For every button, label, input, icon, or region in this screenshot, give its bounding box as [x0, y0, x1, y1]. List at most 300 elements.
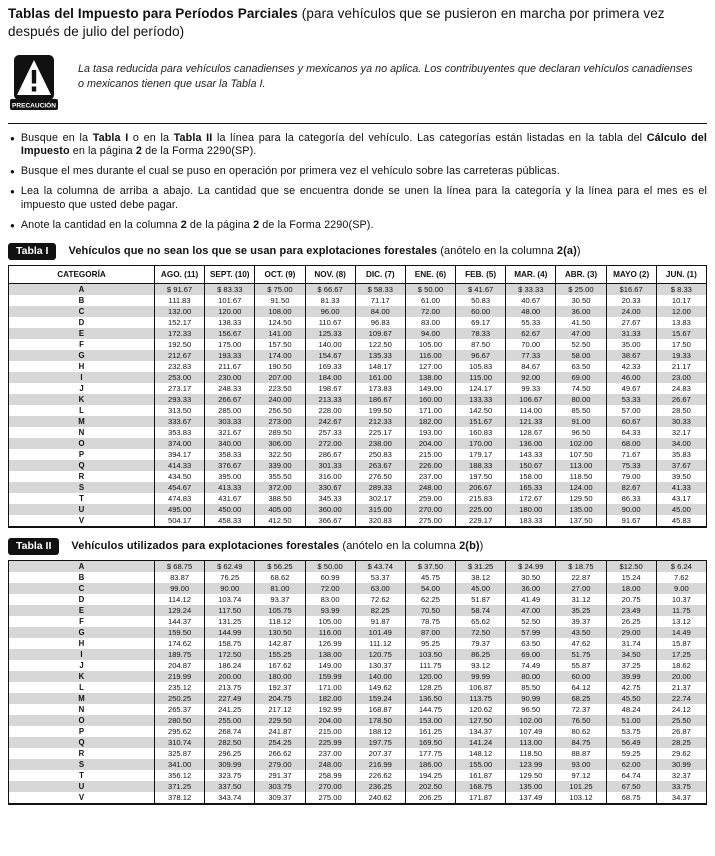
tax-value-cell: 171.87: [456, 792, 506, 804]
tax-value-cell: 53.37: [355, 572, 405, 583]
table2-paren-bold: 2(b): [459, 540, 480, 553]
table-row: [9, 649, 707, 660]
tax-value-cell: 129.50: [506, 770, 556, 781]
category-cell: P: [9, 726, 155, 737]
tax-value-cell: 228.00: [305, 405, 355, 416]
tax-value-cell: 215.83: [456, 493, 506, 504]
tax-value-cell: 137.49: [506, 792, 556, 804]
tax-value-cell: 345.33: [305, 493, 355, 504]
tax-value-cell: 67.50: [606, 781, 656, 792]
table1-paren-bold: 2(a): [556, 245, 577, 258]
tax-value-cell: 9.00: [656, 583, 706, 594]
tax-value-cell: 356.12: [155, 770, 205, 781]
tax-value-cell: 129.50: [556, 493, 606, 504]
tax-value-cell: 58.00: [556, 350, 606, 361]
tax-value-cell: 10.37: [656, 594, 706, 605]
tax-value-cell: 32.37: [656, 770, 706, 781]
tax-value-cell: 39.50: [656, 471, 706, 482]
tax-value-cell: 395.00: [205, 471, 255, 482]
tax-value-cell: 103.12: [556, 792, 606, 804]
bullet-text: Busque el mes durante el cual se puso en operación por primera vez el vehículo sobre las carreteras públicas.: [20, 165, 560, 178]
tax-value-cell: 83.00: [405, 317, 455, 328]
table-row: [9, 627, 707, 638]
tax-value-cell: 182.00: [305, 693, 355, 704]
tax-value-cell: 76.50: [556, 715, 606, 726]
tax-value-cell: 158.75: [205, 638, 255, 649]
tax-value-cell: 179.17: [456, 449, 506, 460]
tax-value-cell: 184.00: [305, 372, 355, 383]
tax-value-cell: 217.12: [255, 704, 305, 715]
tax-value-cell: 256.50: [255, 405, 305, 416]
table1-paren-prefix: (anótelo en la columna: [437, 245, 557, 258]
tax-value-cell: 223.50: [255, 383, 305, 394]
tax-value-cell: 17.25: [656, 649, 706, 660]
tax-value-cell: 34.50: [606, 649, 656, 660]
bullet-marker: ●: [10, 133, 15, 143]
table1-paren-suffix: ): [576, 245, 581, 258]
table-row: [9, 427, 707, 438]
tax-value-cell: 23.00: [656, 372, 706, 383]
tax-value-cell: 63.50: [556, 361, 606, 372]
page-title: [8, 5, 707, 41]
tax-value-cell: 128.67: [506, 427, 556, 438]
tax-value-cell: 107.49: [506, 726, 556, 737]
tax-value-cell: 90.99: [506, 693, 556, 704]
category-cell: L: [9, 682, 155, 693]
category-cell: L: [9, 405, 155, 416]
tax-value-cell: 64.12: [556, 682, 606, 693]
tax-value-cell: 96.50: [506, 704, 556, 715]
table-row: [9, 449, 707, 460]
tax-value-cell: 212.33: [355, 416, 405, 427]
tax-value-cell: 93.12: [456, 660, 506, 671]
table-row: [9, 616, 707, 627]
tax-value-cell: 60.99: [305, 572, 355, 583]
tax-value-cell: 149.62: [355, 682, 405, 693]
tax-value-cell: 74.49: [506, 660, 556, 671]
category-cell: G: [9, 350, 155, 361]
tax-value-cell: 91.00: [556, 416, 606, 427]
tax-value-cell: 65.62: [456, 616, 506, 627]
tax-value-cell: 174.62: [155, 638, 205, 649]
table2-heading: [8, 538, 707, 555]
category-cell: V: [9, 515, 155, 527]
tax-value-cell: 295.62: [155, 726, 205, 737]
tax-value-cell: 157.50: [255, 339, 305, 350]
tax-value-cell: 142.50: [456, 405, 506, 416]
tax-value-cell: 190.50: [255, 361, 305, 372]
tax-value-cell: 168.87: [355, 704, 405, 715]
tax-value-cell: 124.17: [456, 383, 506, 394]
tax-value-cell: 148.17: [355, 361, 405, 372]
tax-value-cell: 197.75: [355, 737, 405, 748]
tax-value-cell: 105.00: [405, 339, 455, 350]
tax-value-cell: 454.67: [155, 482, 205, 493]
tax-value-cell: 106.87: [456, 682, 506, 693]
category-cell: P: [9, 449, 155, 460]
tax-value-cell: 107.50: [556, 449, 606, 460]
bullet-marker: ●: [10, 187, 15, 197]
tax-value-cell: 45.00: [456, 583, 506, 594]
tax-value-cell: 52.50: [506, 616, 556, 627]
tax-value-cell: 26.25: [606, 616, 656, 627]
tax-value-cell: 241.87: [255, 726, 305, 737]
tax-value-cell: 168.75: [456, 781, 506, 792]
tax-value-cell: 130.37: [355, 660, 405, 671]
tax-value-cell: 111.75: [405, 660, 455, 671]
column-header-month: MAYO (2): [606, 265, 656, 283]
page-title-rest: (para vehículos que se pusieron en marcha por primera vez después de julio del período): [8, 6, 665, 39]
tax-value-cell: 78.75: [405, 616, 455, 627]
tax-value-cell: 32.17: [656, 427, 706, 438]
tax-value-cell: 77.33: [506, 350, 556, 361]
tax-value-cell: 41.50: [556, 317, 606, 328]
tax-value-cell: 79.00: [606, 471, 656, 482]
tax-value-cell: 41.33: [656, 482, 706, 493]
tax-value-cell: 337.50: [205, 781, 255, 792]
tax-value-cell: 38.67: [606, 350, 656, 361]
tax-value-cell: $12.50: [606, 560, 656, 572]
tax-value-cell: 96.00: [305, 306, 355, 317]
caution-icon: [10, 55, 58, 111]
tax-value-cell: 192.37: [255, 682, 305, 693]
tax-value-cell: 42.33: [606, 361, 656, 372]
tax-value-cell: 80.00: [506, 671, 556, 682]
tax-value-cell: 23.49: [606, 605, 656, 616]
table-row: [9, 715, 707, 726]
bullet-text: Busque en la Tabla I o en la Tabla II la línea para la categoría del vehículo. Las categorías están listadas en la tabla del Cálculo del Impuesto en la página 2 de la Forma 2290(SP).: [20, 131, 707, 158]
tax-value-cell: 113.75: [456, 693, 506, 704]
tax-value-cell: 322.50: [255, 449, 305, 460]
category-cell: Q: [9, 737, 155, 748]
tax-value-cell: 353.83: [155, 427, 205, 438]
category-cell: A: [9, 283, 155, 295]
tax-value-cell: $ 25.00: [556, 283, 606, 295]
tax-value-cell: 133.33: [456, 394, 506, 405]
category-cell: J: [9, 660, 155, 671]
tax-value-cell: 30.50: [556, 295, 606, 306]
tax-value-cell: 57.99: [506, 627, 556, 638]
category-cell: C: [9, 306, 155, 317]
tax-value-cell: 84.67: [506, 361, 556, 372]
table-row: [9, 638, 707, 649]
tax-value-cell: 60.00: [556, 671, 606, 682]
tax-value-cell: 20.33: [606, 295, 656, 306]
tax-value-cell: 434.50: [155, 471, 205, 482]
tax-value-cell: 285.00: [205, 405, 255, 416]
tax-value-cell: 34.00: [656, 438, 706, 449]
tax-value-cell: 35.83: [656, 449, 706, 460]
tax-value-cell: 85.50: [556, 405, 606, 416]
tax-value-cell: 250.83: [355, 449, 405, 460]
tax-value-cell: 141.00: [255, 328, 305, 339]
tax-value-cell: 204.00: [305, 715, 355, 726]
tax-value-cell: 280.50: [155, 715, 205, 726]
tax-value-cell: $ 91.67: [155, 283, 205, 295]
tax-value-cell: 110.67: [305, 317, 355, 328]
tax-value-cell: 138.00: [305, 649, 355, 660]
tax-value-cell: 303.75: [255, 781, 305, 792]
tax-value-cell: 142.87: [255, 638, 305, 649]
tax-value-cell: 72.62: [355, 594, 405, 605]
tax-value-cell: 47.62: [556, 638, 606, 649]
table-row: [9, 660, 707, 671]
tax-value-cell: 276.50: [355, 471, 405, 482]
tax-value-cell: 159.99: [305, 671, 355, 682]
bullet-text: Anote la cantidad en la columna 2 de la página 2 de la Forma 2290(SP).: [20, 218, 374, 231]
tax-value-cell: 394.17: [155, 449, 205, 460]
table-row: [9, 515, 707, 527]
tax-value-cell: $ 58.33: [355, 283, 405, 295]
tax-value-cell: 258.99: [305, 770, 355, 781]
tax-value-cell: 22.74: [656, 693, 706, 704]
tax-value-cell: 360.00: [305, 504, 355, 515]
tax-value-cell: 105.75: [255, 605, 305, 616]
tax-value-cell: 69.00: [556, 372, 606, 383]
tax-value-cell: 52.50: [556, 339, 606, 350]
table-row: [9, 317, 707, 328]
column-header-month: FEB. (5): [456, 265, 506, 283]
tax-value-cell: 43.50: [556, 627, 606, 638]
instruction-bullets: [8, 132, 707, 233]
tax-value-cell: 10.17: [656, 295, 706, 306]
tax-value-cell: 93.37: [255, 594, 305, 605]
tax-value-cell: 193.33: [205, 350, 255, 361]
tax-value-cell: $ 62.49: [205, 560, 255, 572]
category-cell: K: [9, 394, 155, 405]
tax-value-cell: 183.33: [506, 515, 556, 527]
table-row: [9, 605, 707, 616]
tax-value-cell: $ 83.33: [205, 283, 255, 295]
tax-value-cell: 310.74: [155, 737, 205, 748]
tax-value-cell: 68.00: [606, 438, 656, 449]
tax-value-cell: 70.50: [405, 605, 455, 616]
tax-value-cell: $ 37.50: [405, 560, 455, 572]
tax-value-cell: 60.67: [606, 416, 656, 427]
tax-value-cell: 315.00: [355, 504, 405, 515]
tax-value-cell: 43.17: [656, 493, 706, 504]
tax-value-cell: 341.00: [155, 759, 205, 770]
tax-value-cell: $ 75.00: [255, 283, 305, 295]
tax-value-cell: 72.37: [556, 704, 606, 715]
tax-value-cell: 412.50: [255, 515, 305, 527]
tax-value-cell: 91.87: [355, 616, 405, 627]
tax-value-cell: 194.25: [405, 770, 455, 781]
tax-value-cell: 169.33: [305, 361, 355, 372]
table-row: [9, 560, 707, 572]
table-row: [9, 383, 707, 394]
table-row: [9, 737, 707, 748]
tax-value-cell: 127.50: [456, 715, 506, 726]
tax-value-cell: 232.83: [155, 361, 205, 372]
tax-value-cell: 45.75: [405, 572, 455, 583]
tax-value-cell: 275.00: [405, 515, 455, 527]
tax-value-cell: 15.24: [606, 572, 656, 583]
tax-value-cell: 135.33: [355, 350, 405, 361]
tax-value-cell: 229.50: [255, 715, 305, 726]
bullet-item: [8, 185, 707, 213]
tax-value-cell: 237.00: [405, 471, 455, 482]
tax-value-cell: 55.87: [556, 660, 606, 671]
tax-value-cell: 255.00: [205, 715, 255, 726]
tax-value-cell: 13.12: [656, 616, 706, 627]
tax-value-cell: 42.75: [606, 682, 656, 693]
category-cell: R: [9, 471, 155, 482]
tax-value-cell: 202.50: [405, 781, 455, 792]
category-cell: A: [9, 560, 155, 572]
table2-title: [71, 540, 483, 552]
tax-value-cell: 39.37: [556, 616, 606, 627]
tax-value-cell: 88.87: [556, 748, 606, 759]
tax-value-cell: 198.67: [305, 383, 355, 394]
table-row: [9, 339, 707, 350]
tax-value-cell: 94.00: [405, 328, 455, 339]
tax-value-cell: 378.12: [155, 792, 205, 804]
tax-value-cell: 206.67: [456, 482, 506, 493]
tax-value-cell: 289.50: [255, 427, 305, 438]
tax-value-cell: 124.00: [556, 482, 606, 493]
tax-value-cell: 72.00: [305, 583, 355, 594]
tax-value-cell: 62.67: [506, 328, 556, 339]
column-header-month: ABR. (3): [556, 265, 606, 283]
tax-value-cell: 161.25: [405, 726, 455, 737]
tax-value-cell: 80.00: [556, 394, 606, 405]
tax-value-cell: 192.50: [155, 339, 205, 350]
tax-value-cell: 171.00: [405, 405, 455, 416]
tax-value-cell: 51.75: [556, 649, 606, 660]
tax-value-cell: 35.00: [606, 339, 656, 350]
tax-value-cell: 68.25: [556, 693, 606, 704]
tax-value-cell: 275.00: [305, 792, 355, 804]
tax-value-cell: 207.37: [355, 748, 405, 759]
table1-badge: Tabla I: [8, 243, 56, 260]
tax-value-cell: 150.67: [506, 460, 556, 471]
tax-value-cell: 69.00: [506, 649, 556, 660]
table-row: [9, 295, 707, 306]
tax-table-2: [8, 560, 707, 805]
tax-value-cell: 25.50: [656, 715, 706, 726]
tax-value-cell: 323.75: [205, 770, 255, 781]
tax-value-cell: 431.67: [205, 493, 255, 504]
tax-value-cell: 374.00: [155, 438, 205, 449]
tax-value-cell: 24.83: [656, 383, 706, 394]
tax-value-cell: 79.37: [456, 638, 506, 649]
tax-value-cell: 211.67: [205, 361, 255, 372]
tax-value-cell: 204.00: [405, 438, 455, 449]
tax-value-cell: 27.00: [556, 583, 606, 594]
table-row: [9, 482, 707, 493]
tax-value-cell: 103.50: [405, 649, 455, 660]
tax-value-cell: 212.67: [155, 350, 205, 361]
table-header-row: [9, 265, 707, 283]
tax-value-cell: 37.67: [656, 460, 706, 471]
table-row: [9, 682, 707, 693]
tax-value-cell: 109.67: [355, 328, 405, 339]
tax-value-cell: 101.67: [205, 295, 255, 306]
tax-value-cell: 355.50: [255, 471, 305, 482]
table1-title-bold: Vehículos que no sean los que se usan para explotaciones forestales: [68, 245, 438, 258]
tax-value-cell: 36.00: [556, 306, 606, 317]
tax-value-cell: 63.50: [506, 638, 556, 649]
tax-value-cell: 286.67: [305, 449, 355, 460]
tax-value-cell: 206.25: [405, 792, 455, 804]
tax-value-cell: 230.00: [205, 372, 255, 383]
tax-value-cell: 159.24: [355, 693, 405, 704]
tax-value-cell: 101.49: [355, 627, 405, 638]
table-row: [9, 350, 707, 361]
tax-value-cell: 18.62: [656, 660, 706, 671]
tax-value-cell: 62.25: [405, 594, 455, 605]
tax-value-cell: 186.24: [205, 660, 255, 671]
table-row: [9, 460, 707, 471]
tax-value-cell: 63.00: [355, 583, 405, 594]
tax-value-cell: 76.25: [205, 572, 255, 583]
tax-value-cell: 115.00: [456, 372, 506, 383]
tax-value-cell: 160.00: [405, 394, 455, 405]
tax-value-cell: 83.00: [305, 594, 355, 605]
category-cell: F: [9, 339, 155, 350]
bullet-marker: ●: [10, 167, 15, 177]
tax-value-cell: 122.50: [355, 339, 405, 350]
tax-value-cell: 108.00: [255, 306, 305, 317]
tax-value-cell: 31.33: [606, 328, 656, 339]
column-header-month: AGO. (11): [155, 265, 205, 283]
tax-value-cell: 92.00: [506, 372, 556, 383]
tax-value-cell: 302.17: [355, 493, 405, 504]
tax-value-cell: 29.00: [606, 627, 656, 638]
tax-value-cell: 45.00: [656, 504, 706, 515]
tax-value-cell: 309.99: [205, 759, 255, 770]
tax-value-cell: 272.00: [305, 438, 355, 449]
category-cell: J: [9, 383, 155, 394]
tax-value-cell: 388.50: [255, 493, 305, 504]
table-row: [9, 361, 707, 372]
category-cell: O: [9, 438, 155, 449]
tax-value-cell: 159.50: [155, 627, 205, 638]
tax-value-cell: 124.50: [255, 317, 305, 328]
tax-value-cell: 27.67: [606, 317, 656, 328]
tax-value-cell: 26.87: [656, 726, 706, 737]
tax-value-cell: 199.50: [355, 405, 405, 416]
tax-value-cell: 34.37: [656, 792, 706, 804]
tax-value-cell: 273.00: [255, 416, 305, 427]
tax-value-cell: 84.75: [556, 737, 606, 748]
category-cell: E: [9, 605, 155, 616]
tax-value-cell: 64.74: [606, 770, 656, 781]
table-row: [9, 471, 707, 482]
tax-value-cell: 132.00: [155, 306, 205, 317]
tax-value-cell: 97.12: [556, 770, 606, 781]
table-row: [9, 416, 707, 427]
tax-value-cell: 86.25: [456, 649, 506, 660]
tax-value-cell: 99.99: [456, 671, 506, 682]
tax-value-cell: 40.67: [506, 295, 556, 306]
table2-paren-prefix: (anótelo en la columna: [339, 540, 460, 553]
tax-value-cell: 96.50: [556, 427, 606, 438]
tax-table-1: [8, 265, 707, 528]
tax-value-cell: 207.00: [255, 372, 305, 383]
tax-value-cell: 495.00: [155, 504, 205, 515]
tax-value-cell: 156.67: [205, 328, 255, 339]
tax-value-cell: 167.62: [255, 660, 305, 671]
tax-value-cell: 204.75: [255, 693, 305, 704]
tax-value-cell: 15.87: [656, 638, 706, 649]
tax-value-cell: 30.99: [656, 759, 706, 770]
tax-value-cell: 103.74: [205, 594, 255, 605]
tax-value-cell: 248.00: [305, 759, 355, 770]
tax-value-cell: 340.00: [205, 438, 255, 449]
table-row: [9, 671, 707, 682]
